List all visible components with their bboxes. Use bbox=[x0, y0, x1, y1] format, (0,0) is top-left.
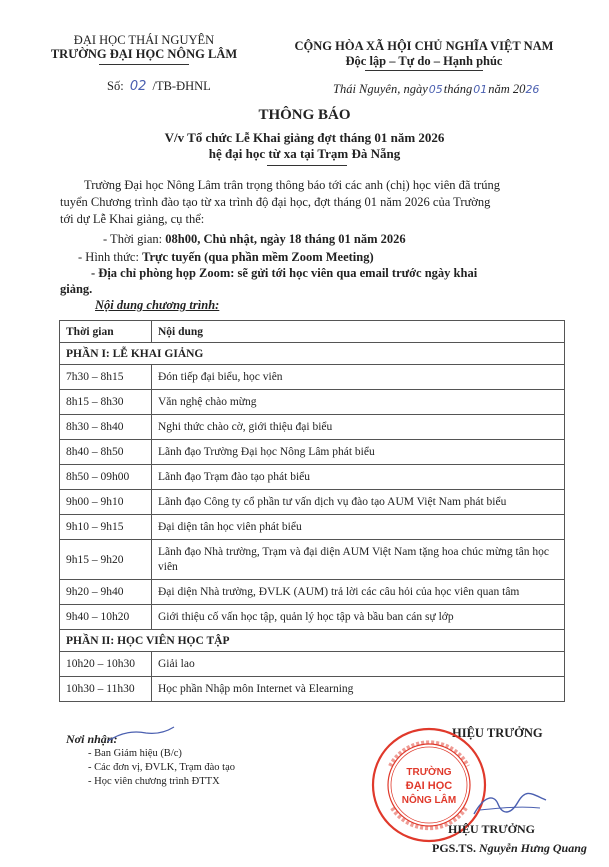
school-name: TRƯỜNG ĐẠI HỌC NÔNG LÂM bbox=[50, 47, 238, 61]
table-row bbox=[60, 540, 565, 580]
motto-underline bbox=[365, 70, 483, 71]
number-value: 02 bbox=[129, 79, 147, 94]
recipients-label: Nơi nhận: bbox=[66, 732, 118, 746]
row-content: Nghi thức chào cờ, giới thiệu đại biểu bbox=[152, 415, 565, 440]
table-row bbox=[60, 415, 565, 440]
header-content: Nội dung bbox=[152, 321, 565, 343]
zoom-address-line-1: - Địa chỉ phòng họp Zoom: sẽ gửi tới học viên qua email trước ngày khai bbox=[91, 266, 478, 280]
row-content: Lãnh đạo Nhà trường, Trạm và đại diện AUM Việt Nam tặng hoa chúc mừng tân học viên bbox=[152, 540, 565, 580]
intro-line-3: tới dự Lễ Khai giảng, cụ thể: bbox=[60, 212, 205, 226]
document-date bbox=[333, 82, 539, 97]
date-place: Thái Nguyên, ngày bbox=[333, 82, 428, 96]
republic-name: CỘNG HÒA XÃ HỘI CHỦ NGHĨA VIỆT NAM bbox=[294, 39, 554, 53]
handwritten-signature-icon bbox=[470, 790, 550, 820]
part-row bbox=[60, 343, 565, 365]
time-line bbox=[103, 232, 406, 247]
row-content: Văn nghệ chào mừng bbox=[152, 390, 565, 415]
row-time: 7h30 – 8h15 bbox=[60, 365, 152, 390]
signer-title: HIỆU TRƯỞNG bbox=[452, 726, 543, 740]
table-row bbox=[60, 465, 565, 490]
motto: Độc lập – Tự do – Hạnh phúc bbox=[345, 54, 503, 68]
date-day: 05 bbox=[428, 83, 443, 96]
part-1-title: PHẦN I: LỄ KHAI GIẢNG bbox=[60, 343, 565, 365]
row-content: Đại diện tân học viên phát biểu bbox=[152, 515, 565, 540]
time-label: - Thời gian: bbox=[103, 232, 163, 246]
svg-text:TRƯỜNG: TRƯỜNG bbox=[406, 767, 452, 778]
row-time: 9h10 – 9h15 bbox=[60, 515, 152, 540]
row-time: 10h20 – 10h30 bbox=[60, 652, 152, 677]
table-row bbox=[60, 652, 565, 677]
title-underline bbox=[267, 165, 347, 166]
row-time: 8h15 – 8h30 bbox=[60, 390, 152, 415]
date-month: 01 bbox=[473, 83, 488, 96]
table-row bbox=[60, 580, 565, 605]
signer-name: Nguyễn Hưng Quang bbox=[479, 841, 587, 855]
table-row bbox=[60, 515, 565, 540]
time-value: 08h00, Chủ nhật, ngày 18 tháng 01 năm 2026 bbox=[165, 232, 406, 246]
date-year-label: năm 20 bbox=[488, 82, 526, 96]
row-time: 9h40 – 10h20 bbox=[60, 605, 152, 630]
table-row bbox=[60, 490, 565, 515]
zoom-address-line-2: giảng. bbox=[60, 282, 93, 296]
number-prefix: Số: bbox=[107, 79, 124, 93]
signer-name-line bbox=[432, 841, 587, 856]
subject-line-2: hệ đại học từ xa tại Trạm Đà Nẵng bbox=[208, 146, 401, 161]
row-time: 9h20 – 9h40 bbox=[60, 580, 152, 605]
row-content: Lãnh đạo Trạm đào tạo phát biểu bbox=[152, 465, 565, 490]
table-header-row bbox=[60, 321, 565, 343]
row-content: Đón tiếp đại biểu, học viên bbox=[152, 365, 565, 390]
row-content: Giải lao bbox=[152, 652, 565, 677]
document-title: THÔNG BÁO bbox=[258, 107, 351, 123]
row-time: 9h00 – 9h10 bbox=[60, 490, 152, 515]
row-time: 9h15 – 9h20 bbox=[60, 540, 152, 580]
table-row bbox=[60, 605, 565, 630]
part-2-title: PHẦN II: HỌC VIÊN HỌC TẬP bbox=[60, 630, 565, 652]
intro-line-1: Trường Đại học Nông Lâm trân trọng thông báo tới các anh (chị) học viên đã trúng bbox=[84, 178, 500, 192]
subject-line-1: V/v Tổ chức Lễ Khai giảng đợt tháng 01 năm 2026 bbox=[164, 130, 445, 145]
recipient-1: - Ban Giám hiệu (B/c) bbox=[88, 748, 182, 759]
program-table bbox=[59, 320, 565, 702]
document-number bbox=[107, 79, 211, 94]
recipient-2: - Các đơn vị, ĐVLK, Trạm đào tạo bbox=[88, 762, 235, 773]
row-content: Giới thiệu cố vấn học tập, quản lý học tập và bầu ban cán sự lớp bbox=[152, 605, 565, 630]
intro-line-2: tuyển Chương trình đào tạo từ xa trình độ đại học, đợt tháng 01 năm 2026 của Trường bbox=[60, 195, 491, 209]
table-row bbox=[60, 677, 565, 702]
university-name: ĐẠI HỌC THÁI NGUYÊN bbox=[73, 33, 215, 47]
recipient-3: - Học viên chương trình ĐTTX bbox=[88, 776, 220, 787]
row-content: Học phần Nhập môn Internet và Elearning bbox=[152, 677, 565, 702]
row-time: 8h50 – 09h00 bbox=[60, 465, 152, 490]
svg-text:NÔNG LÂM: NÔNG LÂM bbox=[401, 795, 457, 806]
school-underline bbox=[99, 64, 189, 65]
row-time: 8h40 – 8h50 bbox=[60, 440, 152, 465]
row-time: 10h30 – 11h30 bbox=[60, 677, 152, 702]
form-value: Trực tuyến (qua phần mềm Zoom Meeting) bbox=[142, 250, 374, 264]
program-heading: Nội dung chương trình: bbox=[95, 298, 220, 312]
table-row bbox=[60, 440, 565, 465]
table-row bbox=[60, 390, 565, 415]
svg-text:ĐẠI HỌC: ĐẠI HỌC bbox=[405, 780, 453, 792]
signer-title-2: HIỆU TRƯỞNG bbox=[448, 822, 536, 836]
date-month-label: tháng bbox=[443, 82, 473, 96]
header-time: Thời gian bbox=[60, 321, 152, 343]
row-time: 8h30 – 8h40 bbox=[60, 415, 152, 440]
handwritten-tick-icon bbox=[106, 725, 176, 747]
part-row bbox=[60, 630, 565, 652]
row-content: Lãnh đạo Trường Đại học Nông Lâm phát biểu bbox=[152, 440, 565, 465]
table-row bbox=[60, 365, 565, 390]
form-label: - Hình thức: bbox=[78, 250, 139, 264]
signer-prefix: PGS.TS. bbox=[432, 841, 477, 855]
row-content: Lãnh đạo Công ty cổ phần tư vấn dịch vụ đào tạo AUM Việt Nam phát biểu bbox=[152, 490, 565, 515]
number-suffix: /TB-ĐHNL bbox=[152, 79, 211, 93]
form-line bbox=[78, 250, 374, 265]
row-content: Đại diện Nhà trường, ĐVLK (AUM) trả lời các câu hỏi của học viên quan tâm bbox=[152, 580, 565, 605]
date-year: 26 bbox=[525, 83, 540, 96]
